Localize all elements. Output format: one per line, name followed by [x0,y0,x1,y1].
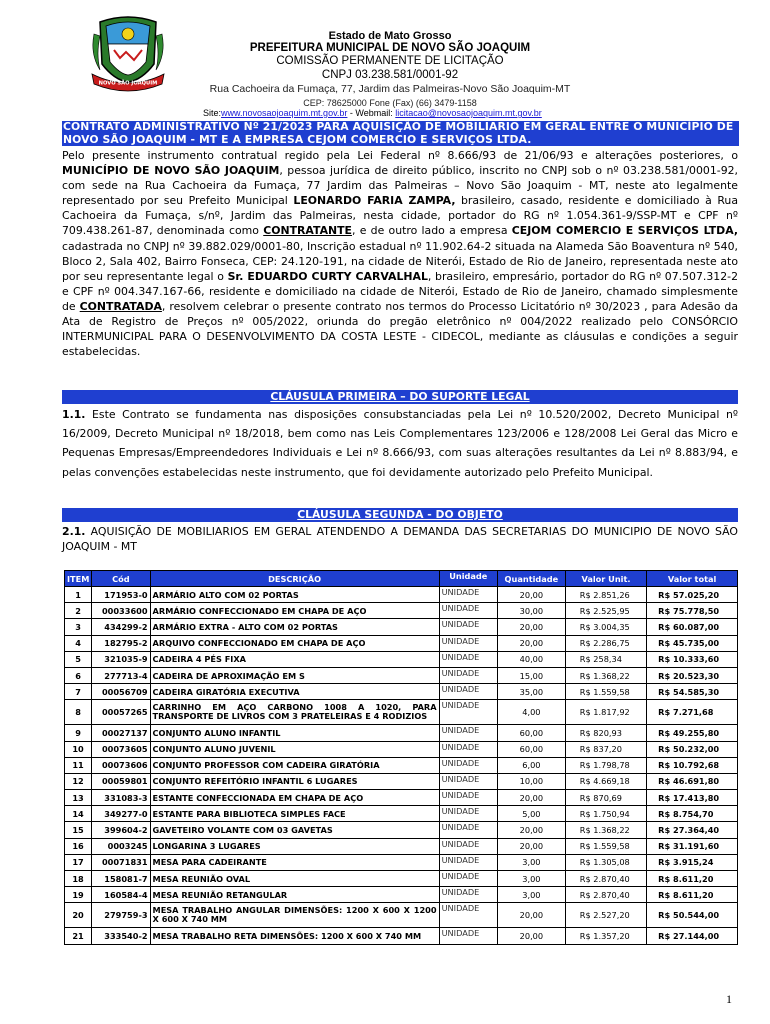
header-commission: COMISSÃO PERMANENTE DE LICITAÇÃO [276,55,504,67]
clause-1-title: CLÁUSULA PRIMEIRA – DO SUPORTE LEGAL [62,390,738,404]
header-prefeitura: PREFEITURA MUNICIPAL DE NOVO SÃO JOAQUIM [249,42,531,54]
cell-item: 17 [65,854,92,870]
cell-cod: 331083-3 [92,790,150,806]
cell-unit: UNIDADE [439,871,497,887]
items-table [64,570,738,945]
cell-quantity: 35,00 [497,684,565,700]
cell-unit: UNIDADE [439,587,497,603]
cell-unit-value: R$ 820,93 [565,725,646,741]
cell-unit: UNIDADE [439,822,497,838]
table-row [65,887,738,903]
intro-paragraph: Pelo presente instrumento contratual regido pela Lei Federal nº 8.666/93 de 21/06/93 e alterações posteriores, o MUNICÍPIO DE NOVO SÃO JOAQUIM, pessoa jurídica de direito público, inscrito no CNPJ sob o nº 03.238.581/0001-92, com sede na Rua Cachoeira da Fumaça, 77 Jardim das Palmeiras – Novo São Joaquim - MT, neste ato legalmente representado por seu Prefeito Municipal LEONARDO FARIA ZAMPA, brasileiro, casado, residente e domiciliado à Rua Cachoeira da Fumaça, s/nº, Jardim das Palmeiras, nesta cidade, portador do RG nº 1.054.361-9/SSP-MT e CPF nº 709.438.261-87, denominada como CONTRATANTE, e de outro lado a empresa CEJOM COMERCIO E SERVIÇOS LTDA, cadastrada no CNPJ nº 39.882.029/0001-80, Inscrição estadual nº 11.902.64-2 situada na Alameda São Boaventura nº 540, Bloco 2, Sala 402, Bairro Fonseca, CEP: 24.120-191, na cidade de Niterói, Estado de Rio de Janeiro, representada neste ato por seu representante legal o Sr. EDUARDO CURTY CARVALHAL, brasileiro, empresário, portador do RG nº 07.507.312-2 e CPF nº 004.347.167-66, residente e domiciliado na cidade de Niterói, Estado de Rio de Janeiro, chamado simplesmente de CONTRATADA, resolvem celebrar o presente contrato nos termos do Processo Licitatório nº 30/2023 , para Adesão da Ata de Registro de Preços nº 005/2022, oriunda do pregão eletrônico nº 004/2022 realizado pelo CONSÓRCIO INTERMUNICIPAL PARA O DESENVOLVIMENTO DA COSTA LESTE - CIDECOL, mediante as cláusulas e condições a seguir estabelecidas. [62,149,739,359]
cell-unit: UNIDADE [439,806,497,822]
cell-quantity: 40,00 [497,651,565,667]
cell-unit-value: R$ 1.817,92 [565,700,646,725]
cell-item: 14 [65,806,92,822]
cell-cod: 182795-2 [92,635,150,651]
contract-title-bar: CONTRATO ADMINISTRATIVO Nº 21/2023 PARA AQUISIÇÃO DE MOBILIARIO EM GERAL ENTRE O MUNICÍPIO DE NOVO SÃO JOAQUIM - MT E A EMPRESA CEJOM COMERCIO E SERVIÇOS LTDA. [62,121,739,146]
cell-description: ARMÁRIO ALTO COM 02 PORTAS [150,587,439,603]
cell-unit-value: R$ 870,69 [565,790,646,806]
cell-description: ARQUIVO CONFECCIONADO EM CHAPA DE AÇO [150,635,439,651]
cell-quantity: 20,00 [497,903,565,928]
col-header-desc: DESCRIÇÃO [150,571,439,587]
cell-cod: 00056709 [92,684,150,700]
table-row [65,635,738,651]
cell-item: 16 [65,838,92,854]
cell-cod: 171953-0 [92,587,150,603]
cell-total-value: R$ 57.025,20 [647,587,738,603]
cell-cod: 00073606 [92,757,150,773]
cell-unit-value: R$ 1.368,22 [565,822,646,838]
cell-unit-value: R$ 837,20 [565,741,646,757]
cell-total-value: R$ 3.915,24 [647,854,738,870]
cell-item: 15 [65,822,92,838]
cell-total-value: R$ 54.585,30 [647,684,738,700]
cell-quantity: 20,00 [497,928,565,944]
cell-unit-value: R$ 4.669,18 [565,773,646,789]
cell-unit: UNIDADE [439,773,497,789]
cell-unit: UNIDADE [439,854,497,870]
cell-description: ESTANTE CONFECCIONADA EM CHAPA DE AÇO [150,790,439,806]
cell-total-value: R$ 50.544,00 [647,903,738,928]
cell-cod: 349277-0 [92,806,150,822]
cell-quantity: 4,00 [497,700,565,725]
cell-unit: UNIDADE [439,790,497,806]
cell-item: 13 [65,790,92,806]
table-row [65,773,738,789]
cell-description: CONJUNTO PROFESSOR COM CADEIRA GIRATÓRIA [150,757,439,773]
table-row [65,790,738,806]
table-row [65,603,738,619]
cell-cod: 0003245 [92,838,150,854]
header-cnpj: CNPJ 03.238.581/0001-92 [321,69,459,81]
cell-description: ESTANTE PARA BIBLIOTECA SIMPLES FACE [150,806,439,822]
table-row [65,587,738,603]
cell-unit-value: R$ 1.305,08 [565,854,646,870]
cell-item: 3 [65,619,92,635]
cell-unit: UNIDADE [439,619,497,635]
table-row [65,928,738,944]
table-row [65,854,738,870]
cell-total-value: R$ 8.611,20 [647,871,738,887]
cell-quantity: 5,00 [497,806,565,822]
cell-total-value: R$ 10.333,60 [647,651,738,667]
clause-2-title: CLÁUSULA SEGUNDA - DO OBJETO [62,508,738,522]
cell-total-value: R$ 20.523,30 [647,667,738,683]
cell-quantity: 10,00 [497,773,565,789]
col-header-qty: Quantidade [497,571,565,587]
cell-cod: 321035-9 [92,651,150,667]
cell-description: LONGARINA 3 LUGARES [150,838,439,854]
cell-unit-value: R$ 1.559,58 [565,684,646,700]
cell-unit: UNIDADE [439,741,497,757]
cell-unit-value: R$ 3.004,35 [565,619,646,635]
header-state: Estado de Mato Grosso [328,30,452,42]
cell-quantity: 20,00 [497,822,565,838]
cell-unit: UNIDADE [439,651,497,667]
cell-quantity: 20,00 [497,790,565,806]
col-header-cod: Cód [92,571,150,587]
table-row [65,741,738,757]
cell-item: 18 [65,871,92,887]
municipal-crest-logo [90,14,166,94]
table-row [65,651,738,667]
cell-unit: UNIDADE [439,757,497,773]
cell-total-value: R$ 27.364,40 [647,822,738,838]
cell-quantity: 60,00 [497,725,565,741]
cell-quantity: 60,00 [497,741,565,757]
cell-cod: 277713-4 [92,667,150,683]
cell-unit-value: R$ 1.357,20 [565,928,646,944]
cell-cod: 00057265 [92,700,150,725]
table-row [65,838,738,854]
cell-description: MESA REUNIÃO RETANGULAR [150,887,439,903]
cell-total-value: R$ 27.144,00 [647,928,738,944]
cell-cod: 434299-2 [92,619,150,635]
cell-cod: 00071831 [92,854,150,870]
webmail-link[interactable]: licitacao@novosaojoaquim.mt.gov.br [395,108,542,118]
cell-total-value: R$ 46.691,80 [647,773,738,789]
cell-total-value: R$ 50.232,00 [647,741,738,757]
cell-description: CONJUNTO ALUNO JUVENIL [150,741,439,757]
cell-item: 12 [65,773,92,789]
table-header-row [65,571,738,587]
cell-total-value: R$ 45.735,00 [647,635,738,651]
cell-unit-value: R$ 2.870,40 [565,887,646,903]
cell-quantity: 20,00 [497,838,565,854]
clause-1-text: 1.1. Este Contrato se fundamenta nas disposições consubstanciadas pela Lei nº 10.520/2002, Decreto Municipal nº 16/2009, Decreto Municipal nº 18/2018, bem como nas Leis Complementares 123/2006 e 128/2008 Lei Geral das Micro e Pequenas Empresas/Empreendedores Individuais e Lei nº 8.666/93, com suas alterações resultantes da Lei nº 8.883/94, e pelas convenções estabelecidas neste instrumento, que foi devidamente autorizado pelo Prefeito Municipal. [62,408,738,479]
cell-total-value: R$ 60.087,00 [647,619,738,635]
cell-cod: 00059801 [92,773,150,789]
page-number: 1 [726,992,732,1006]
site-label: Site: [203,108,222,118]
table-row [65,725,738,741]
cell-cod: 158081-7 [92,871,150,887]
cell-total-value: R$ 7.271,68 [647,700,738,725]
cell-description: GAVETEIRO VOLANTE COM 03 GAVETAS [150,822,439,838]
cell-item: 2 [65,603,92,619]
cell-total-value: R$ 8.754,70 [647,806,738,822]
cell-description: MESA PARA CADEIRANTE [150,854,439,870]
cell-description: CADEIRA DE APROXIMAÇÃO EM S [150,667,439,683]
cell-cod: 279759-3 [92,903,150,928]
cell-description: CADEIRA 4 PÉS FIXA [150,651,439,667]
col-header-item: ITEM [65,571,92,587]
header-site-line [203,108,603,119]
cell-description: CONJUNTO REFEITÓRIO INFANTIL 6 LUGARES [150,773,439,789]
cell-item: 9 [65,725,92,741]
cell-unit: UNIDADE [439,903,497,928]
cell-item: 19 [65,887,92,903]
cell-quantity: 3,00 [497,854,565,870]
cell-cod: 160584-4 [92,887,150,903]
cell-total-value: R$ 10.792,68 [647,757,738,773]
table-row [65,619,738,635]
cell-quantity: 15,00 [497,667,565,683]
cell-unit: UNIDADE [439,928,497,944]
cell-total-value: R$ 75.778,50 [647,603,738,619]
cell-unit-value: R$ 258,34 [565,651,646,667]
table-row [65,871,738,887]
cell-cod: 00027137 [92,725,150,741]
table-row [65,806,738,822]
cell-unit: UNIDADE [439,667,497,683]
cell-total-value: R$ 17.413,80 [647,790,738,806]
cell-total-value: R$ 31.191,60 [647,838,738,854]
cell-item: 4 [65,635,92,651]
cell-unit: UNIDADE [439,603,497,619]
col-header-total-value: Valor total [647,571,738,587]
cell-description: ARMÁRIO CONFECCIONADO EM CHAPA DE AÇO [150,603,439,619]
col-header-unit-value: Valor Unit. [565,571,646,587]
cell-unit: UNIDADE [439,700,497,725]
cell-unit-value: R$ 2.870,40 [565,871,646,887]
cell-quantity: 30,00 [497,603,565,619]
cell-quantity: 20,00 [497,587,565,603]
crest-banner-text: NOVO SÃO JOAQUIM [98,80,158,87]
cell-unit-value: R$ 2.527,20 [565,903,646,928]
cell-unit-value: R$ 2.851,26 [565,587,646,603]
table-row [65,757,738,773]
cell-description: MESA TRABALHO ANGULAR DIMENSÕES: 1200 X 600 X 1200 X 600 X 740 MM [150,903,439,928]
cell-item: 20 [65,903,92,928]
table-row [65,667,738,683]
cell-quantity: 6,00 [497,757,565,773]
cell-quantity: 20,00 [497,635,565,651]
cell-cod: 00033600 [92,603,150,619]
cell-total-value: R$ 8.611,20 [647,887,738,903]
webmail-label: - Webmail: [347,108,396,118]
cell-unit: UNIDADE [439,684,497,700]
cell-item: 7 [65,684,92,700]
cell-description: MESA TRABALHO RETA DIMENSÕES: 1200 X 600 X 740 MM [150,928,439,944]
clause-2-text: 2.1. AQUISIÇÃO DE MOBILIARIOS EM GERAL ATENDENDO A DEMANDA DAS SECRETARIAS DO MUNICIPIO DE NOVO SÃO JOAQUIM - MT [62,525,738,554]
cell-description: CARRINHO EM AÇO CARBONO 1008 A 1020, PARA TRANSPORTE DE LIVROS COM 3 PRATELEIRAS E 4 RODIZIOS [150,700,439,725]
table-row [65,684,738,700]
cell-quantity: 3,00 [497,887,565,903]
cell-item: 21 [65,928,92,944]
cell-description: CONJUNTO ALUNO INFANTIL [150,725,439,741]
cell-cod: 399604-2 [92,822,150,838]
cell-unit: UNIDADE [439,635,497,651]
cell-quantity: 20,00 [497,619,565,635]
site-link[interactable]: www.novosaojoaquim.mt.gov.br [221,108,348,118]
cell-item: 5 [65,651,92,667]
cell-cod: 00073605 [92,741,150,757]
cell-description: CADEIRA GIRATÓRIA EXECUTIVA [150,684,439,700]
cell-unit-value: R$ 1.798,78 [565,757,646,773]
cell-unit-value: R$ 1.368,22 [565,667,646,683]
cell-unit-value: R$ 2.525,95 [565,603,646,619]
table-row [65,822,738,838]
table-row [65,903,738,928]
header-address: Rua Cachoeira da Fumaça, 77, Jardim das Palmeiras-Novo São Joaquim-MT [209,83,571,95]
header-cep-phone: CEP: 78625000 Fone (Fax) (66) 3479-1158 [303,98,477,108]
cell-unit: UNIDADE [439,838,497,854]
cell-item: 6 [65,667,92,683]
cell-unit-value: R$ 1.559,58 [565,838,646,854]
cell-quantity: 3,00 [497,871,565,887]
col-header-unit: Unidade [439,571,497,587]
cell-item: 8 [65,700,92,725]
cell-item: 10 [65,741,92,757]
cell-description: ARMÁRIO EXTRA - ALTO COM 02 PORTAS [150,619,439,635]
cell-unit: UNIDADE [439,887,497,903]
cell-unit-value: R$ 2.286,75 [565,635,646,651]
cell-unit-value: R$ 1.750,94 [565,806,646,822]
cell-item: 1 [65,587,92,603]
cell-total-value: R$ 49.255,80 [647,725,738,741]
cell-item: 11 [65,757,92,773]
cell-cod: 333540-2 [92,928,150,944]
cell-description: MESA REUNIÃO OVAL [150,871,439,887]
cell-unit: UNIDADE [439,725,497,741]
table-row [65,700,738,725]
